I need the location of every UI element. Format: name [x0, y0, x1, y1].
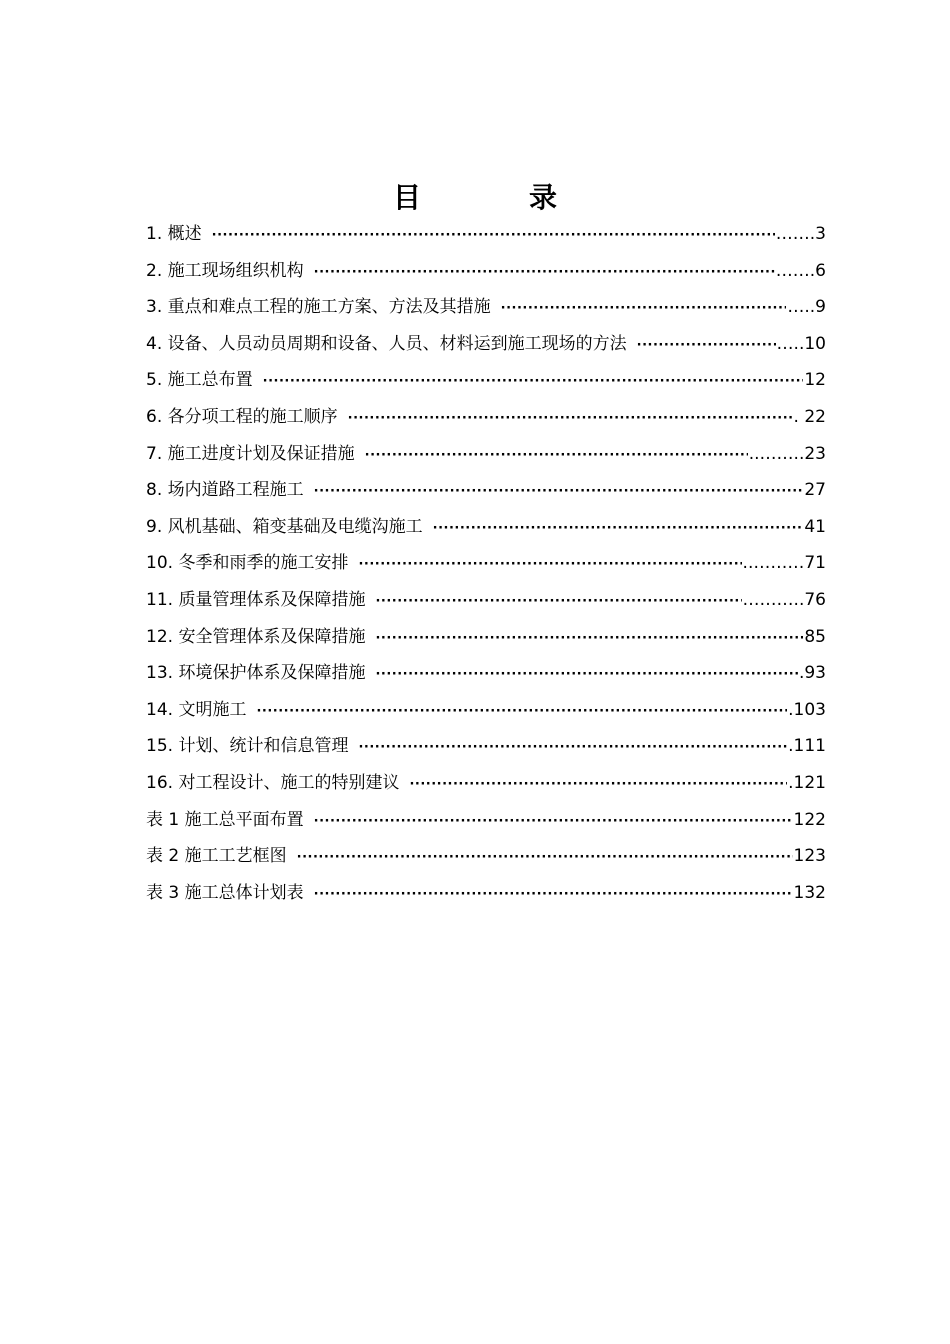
toc-entry[interactable] — [146, 257, 826, 294]
toc-title: 目 录 — [392, 181, 597, 214]
toc-leader-dots — [256, 698, 787, 726]
toc-entry-page: . 22 — [793, 406, 826, 427]
toc-entry-page: .103 — [788, 699, 826, 720]
toc-entry[interactable] — [146, 330, 826, 367]
toc-entry-page: …….3 — [775, 224, 826, 244]
toc-entry-page: 12 — [804, 370, 826, 391]
toc-entry[interactable] — [146, 732, 826, 769]
toc-entry-page: ………..76 — [742, 589, 826, 610]
toc-entry-page: ..………71 — [742, 553, 826, 574]
toc-entry-page: …..9 — [787, 297, 826, 318]
toc-entry-label: 4. 设备、人员动员周期和设备、人员、材料运到施工现场的方法 — [146, 333, 627, 354]
toc-leader-dots — [297, 844, 793, 872]
toc-leader-dots — [314, 259, 775, 287]
toc-leader-dots — [375, 625, 803, 653]
toc-entry-label: 2. 施工现场组织机构 — [146, 260, 304, 281]
toc-entry-page: 27 — [804, 480, 826, 501]
toc-leader-dots — [314, 478, 804, 506]
toc-entry-page: .93 — [798, 663, 826, 684]
toc-entry[interactable] — [146, 806, 826, 843]
toc-entry-page: ..……..23 — [748, 443, 826, 464]
toc-leader-dots — [348, 405, 793, 433]
toc-entry-page: 132 — [793, 882, 826, 903]
toc-entry[interactable] — [146, 513, 826, 550]
toc-leader-dots — [263, 368, 804, 396]
toc-entry-label: 表 2 施工工艺框图 — [146, 846, 287, 867]
toc-entry-label: 13. 环境保护体系及保障措施 — [146, 663, 366, 684]
toc-entry-page: …..10 — [776, 333, 826, 354]
toc-entry[interactable] — [146, 769, 826, 806]
toc-leader-dots — [212, 222, 775, 250]
toc-entry[interactable] — [146, 293, 826, 330]
toc-entry-page: …….6 — [775, 260, 826, 281]
toc-entry[interactable] — [146, 403, 826, 440]
toc-entry-label: 12. 安全管理体系及保障措施 — [146, 626, 366, 647]
toc-entry-label: 1. 概述 — [146, 224, 202, 244]
toc-entry[interactable] — [146, 366, 826, 403]
toc-entry-label: 9. 风机基础、箱变基础及电缆沟施工 — [146, 516, 423, 537]
toc-entry-label: 10. 冬季和雨季的施工安排 — [146, 553, 349, 574]
toc-entry-label: 表 1 施工总平面布置 — [146, 809, 304, 830]
toc-entry[interactable] — [146, 586, 826, 623]
toc-list — [146, 220, 826, 915]
toc-leader-dots — [637, 332, 776, 360]
toc-entry-label: 表 3 施工总体计划表 — [146, 882, 304, 903]
toc-leader-dots — [501, 295, 787, 323]
toc-entry-page: 123 — [793, 846, 826, 867]
toc-entry-page: 122 — [793, 809, 826, 830]
toc-leader-dots — [375, 661, 798, 689]
toc-entry[interactable] — [146, 476, 826, 513]
toc-leader-dots — [314, 881, 793, 909]
toc-entry[interactable] — [146, 879, 826, 916]
toc-entry-label: 6. 各分项工程的施工顺序 — [146, 406, 338, 427]
toc-entry-label: 5. 施工总布置 — [146, 370, 253, 391]
toc-leader-dots — [375, 588, 741, 616]
toc-leader-dots — [433, 515, 804, 543]
toc-entry-label: 7. 施工进度计划及保证措施 — [146, 443, 355, 464]
toc-entry[interactable] — [146, 549, 826, 586]
toc-leader-dots — [365, 442, 748, 470]
toc-entry-page: 41 — [804, 516, 826, 537]
toc-leader-dots — [409, 771, 787, 799]
toc-entry-label: 11. 质量管理体系及保障措施 — [146, 589, 366, 610]
toc-entry-label: 8. 场内道路工程施工 — [146, 480, 304, 501]
toc-entry-label: 15. 计划、统计和信息管理 — [146, 736, 349, 757]
toc-entry[interactable] — [146, 220, 826, 257]
toc-entry[interactable] — [146, 842, 826, 879]
toc-entry-label: 16. 对工程设计、施工的特别建议 — [146, 772, 400, 793]
toc-leader-dots — [358, 734, 787, 762]
toc-entry[interactable] — [146, 623, 826, 660]
toc-entry[interactable] — [146, 696, 826, 733]
toc-entry-label: 3. 重点和难点工程的施工方案、方法及其措施 — [146, 297, 491, 318]
toc-entry-page: 85 — [804, 626, 826, 647]
toc-leader-dots — [358, 551, 741, 579]
toc-leader-dots — [314, 808, 793, 836]
toc-entry-page: .121 — [788, 772, 826, 793]
toc-entry-page: .111 — [788, 736, 826, 757]
toc-entry-label: 14. 文明施工 — [146, 699, 247, 720]
toc-entry[interactable] — [146, 440, 826, 477]
toc-entry[interactable] — [146, 659, 826, 696]
